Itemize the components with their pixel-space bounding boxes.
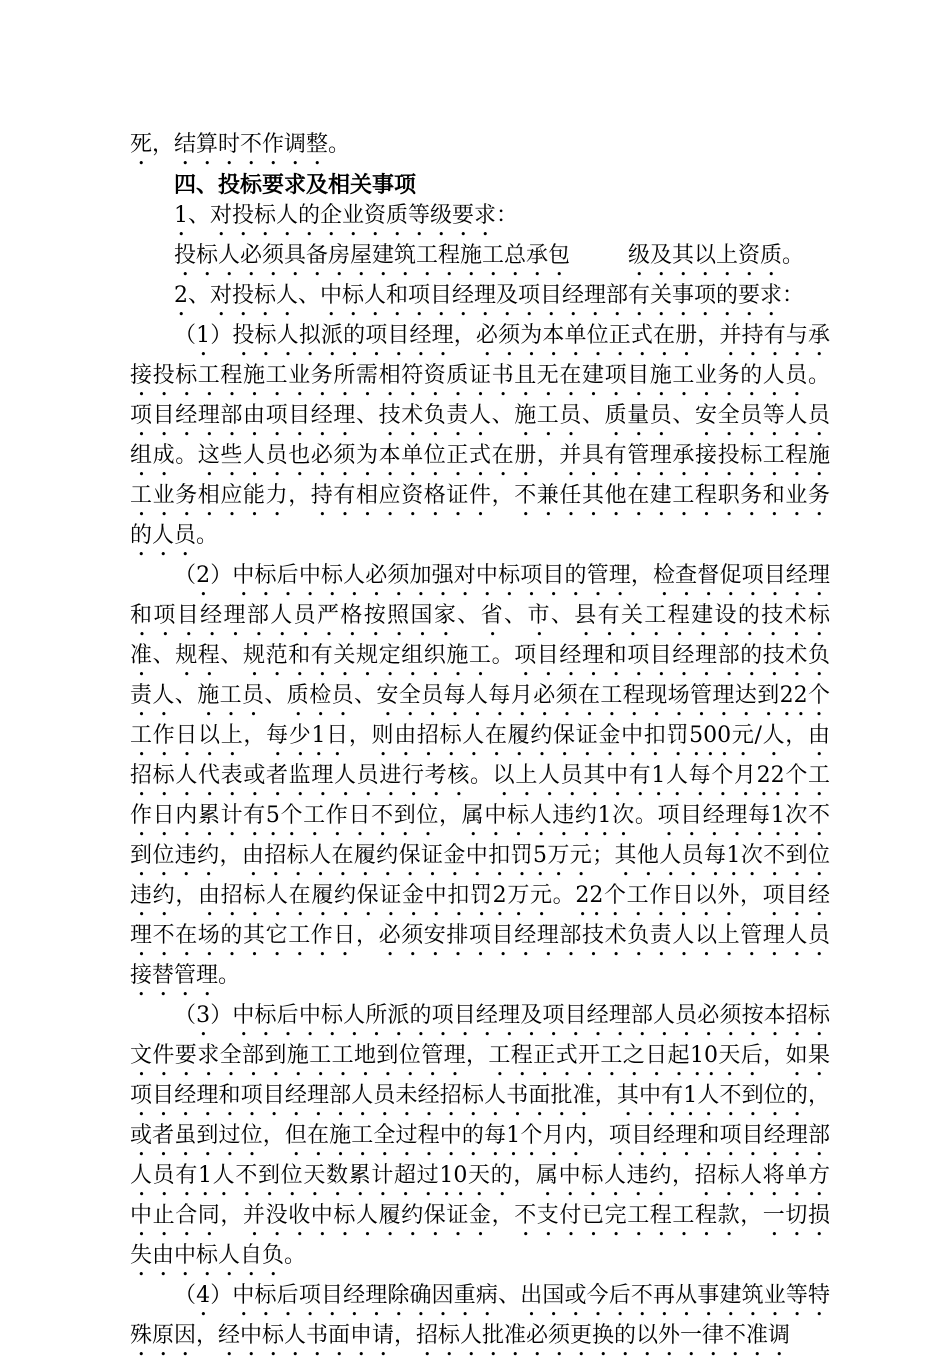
- paragraph-qualification-title: 1、对投标人的企业资质等级要求：: [174, 202, 518, 228]
- paragraph-item-4: （4）中标后项目经理除确因重病、出国或今后不再从事建筑业等特殊原因，经中标人书面申请，招标人批准必须更换的以外一律不准调: [130, 1282, 830, 1348]
- paragraph-requirements-title: 2、对投标人、中标人和项目经理及项目经理部有关事项的要求：: [174, 282, 804, 308]
- section-heading: 四、投标要求及相关事项: [174, 172, 417, 198]
- qualification-text-before-blank: 投标人必须具备房屋建筑工程施工总承包: [174, 242, 571, 268]
- paragraph-continuation: 死，结算时不作调整。: [130, 132, 351, 157]
- paragraph-qualification-requirement: [130, 241, 830, 281]
- qualification-text-after-blank: 级及其以上资质。: [628, 242, 805, 268]
- document-body: [130, 130, 830, 1361]
- paragraph-item-1: （1）投标人拟派的项目经理，必须为本单位正式在册，并持有与承接投标工程施工业务所需相符资质证书且无在建项目施工业务的人员。项目经理部由项目经理、技术负责人、施工员、质量员、安全员等人员组成。这些人员也必须为本单位正式在册，并具有管理承接投标工程施工业务相应能力，持有相应资格证件，不兼任其他在建工程职务和业务的人员。: [130, 322, 830, 548]
- paragraph-item-2: （2）中标后中标人必须加强对中标项目的管理，检查督促项目经理和项目经理部人员严格按照国家、省、市、县有关工程建设的技术标准、规程、规范和有关规定组织施工。项目经理和项目经理部的技术负责人、施工员、质检员、安全员每人每月必须在工程现场管理达到22个工作日以上，每少1日，则由招标人在履约保证金中扣罚500元/人，由招标人代表或者监理人员进行考核。以上人员其中有1人每个月22个工作日内累计有5个工作日不到位，属中标人违约1次。项目经理每1次不到位违约，由招标人在履约保证金中扣罚5万元；其他人员每1次不到位违约，由招标人在履约保证金中扣罚2万元。22个工作日以外，项目经理不在场的其它工作日，必须安排项目经理部技术负责人以上管理人员接替管理。: [130, 562, 830, 988]
- paragraph-item-3: （3）中标后中标人所派的项目经理及项目经理部人员必须按本招标文件要求全部到施工工地到位管理，工程正式开工之日起10天后，如果项目经理和项目经理部人员未经招标人书面批准，其中有1人不到位的，或者虽到过位，但在施工全过程中的每1个月内，项目经理和项目经理部人员有1人不到位天数累计超过10天的，属中标人违约，招标人将单方中止合同，并没收中标人履约保证金，不支付已完工程工程款，一切损失由中标人自负。: [130, 1002, 830, 1268]
